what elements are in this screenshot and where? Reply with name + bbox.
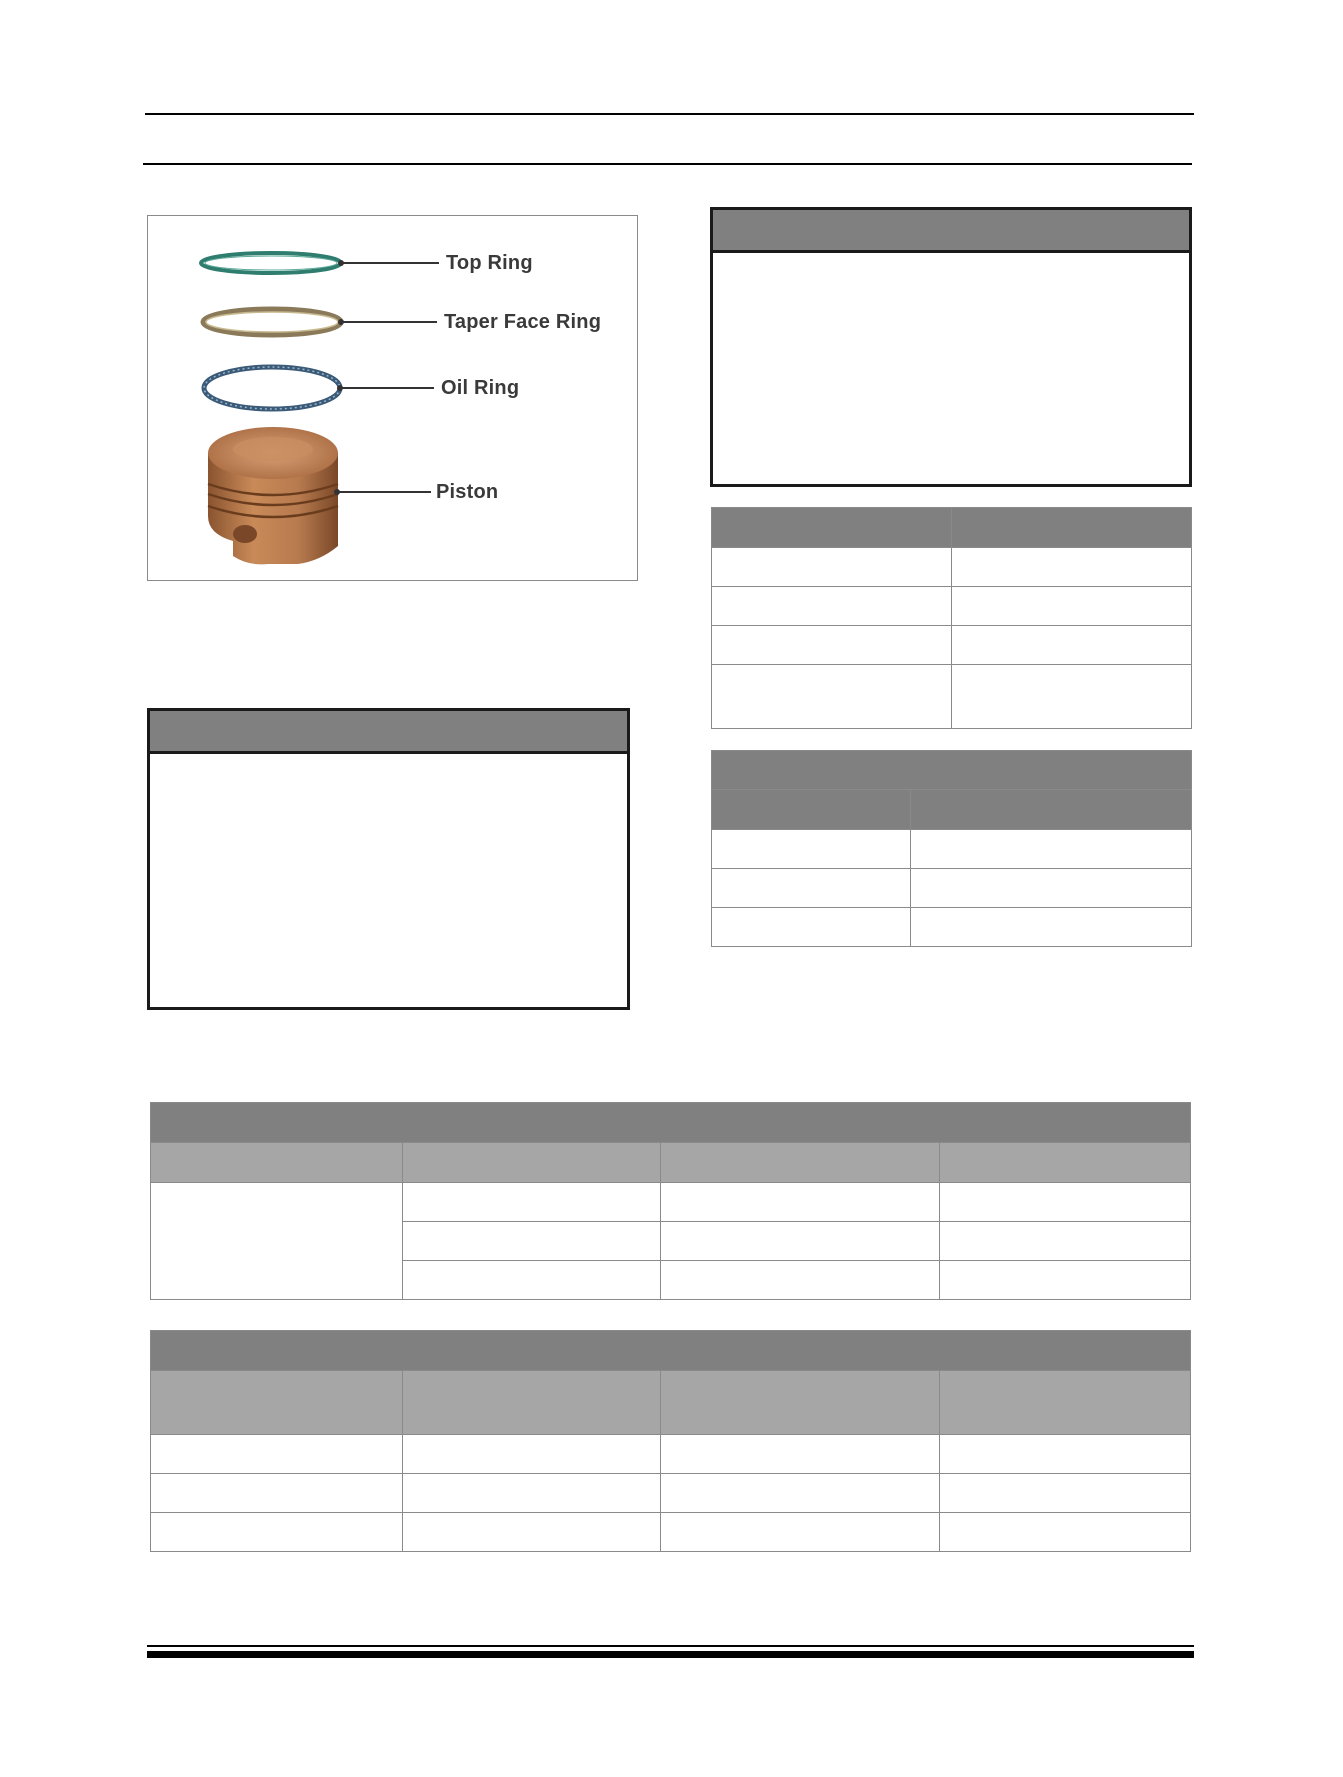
table-header-cell [911, 790, 1192, 830]
table-row [151, 1435, 1191, 1474]
spec-table-2 [711, 750, 1192, 947]
table-header-cell [712, 790, 911, 830]
table-header-cell [940, 1371, 1191, 1435]
note-box-right-header [713, 210, 1189, 253]
merged-cell [151, 1183, 403, 1300]
note-box-left [147, 708, 630, 1010]
wide-table-2 [150, 1330, 1191, 1552]
piston-ring-illustration [148, 216, 639, 582]
table-header-cell [403, 1371, 661, 1435]
table-header-cell [151, 1371, 403, 1435]
table-row [151, 1513, 1191, 1552]
piston-icon [208, 427, 338, 564]
table-header-cell [712, 508, 952, 548]
table-header-cell [952, 508, 1192, 548]
header-rule-top [145, 113, 1194, 115]
table-row [712, 869, 1192, 908]
taper-face-ring-icon [203, 309, 341, 335]
oil-ring-icon [204, 367, 340, 409]
table-row [712, 908, 1192, 947]
table-row [712, 626, 1192, 665]
table-row [151, 1474, 1191, 1513]
piston-ring-figure [147, 215, 638, 581]
piston-label: Piston [436, 481, 499, 503]
table-row [712, 665, 1192, 729]
taper-face-ring-label: Taper Face Ring [444, 311, 602, 333]
top-ring-icon [201, 253, 341, 273]
table-title-cell [151, 1103, 1191, 1143]
footer-rule-thick [147, 1651, 1194, 1658]
table-header-cell [661, 1371, 940, 1435]
table-header-cell [940, 1143, 1191, 1183]
table-header-cell [403, 1143, 661, 1183]
note-box-left-header [150, 711, 627, 754]
oil-ring-label: Oil Ring [441, 377, 520, 399]
note-box-right [710, 207, 1192, 487]
header-rule-bottom [143, 163, 1192, 165]
top-ring-label: Top Ring [446, 252, 533, 274]
table-row [712, 830, 1192, 869]
wide-table-1 [150, 1102, 1191, 1300]
spec-table-1 [711, 507, 1192, 729]
table-row [151, 1183, 1191, 1222]
footer-rule-thin [147, 1645, 1194, 1647]
table-row [712, 548, 1192, 587]
table-header-cell [151, 1143, 403, 1183]
table-header-cell [661, 1143, 940, 1183]
table-row [712, 587, 1192, 626]
table-title-cell [712, 751, 1192, 790]
table-title-cell [151, 1331, 1191, 1371]
